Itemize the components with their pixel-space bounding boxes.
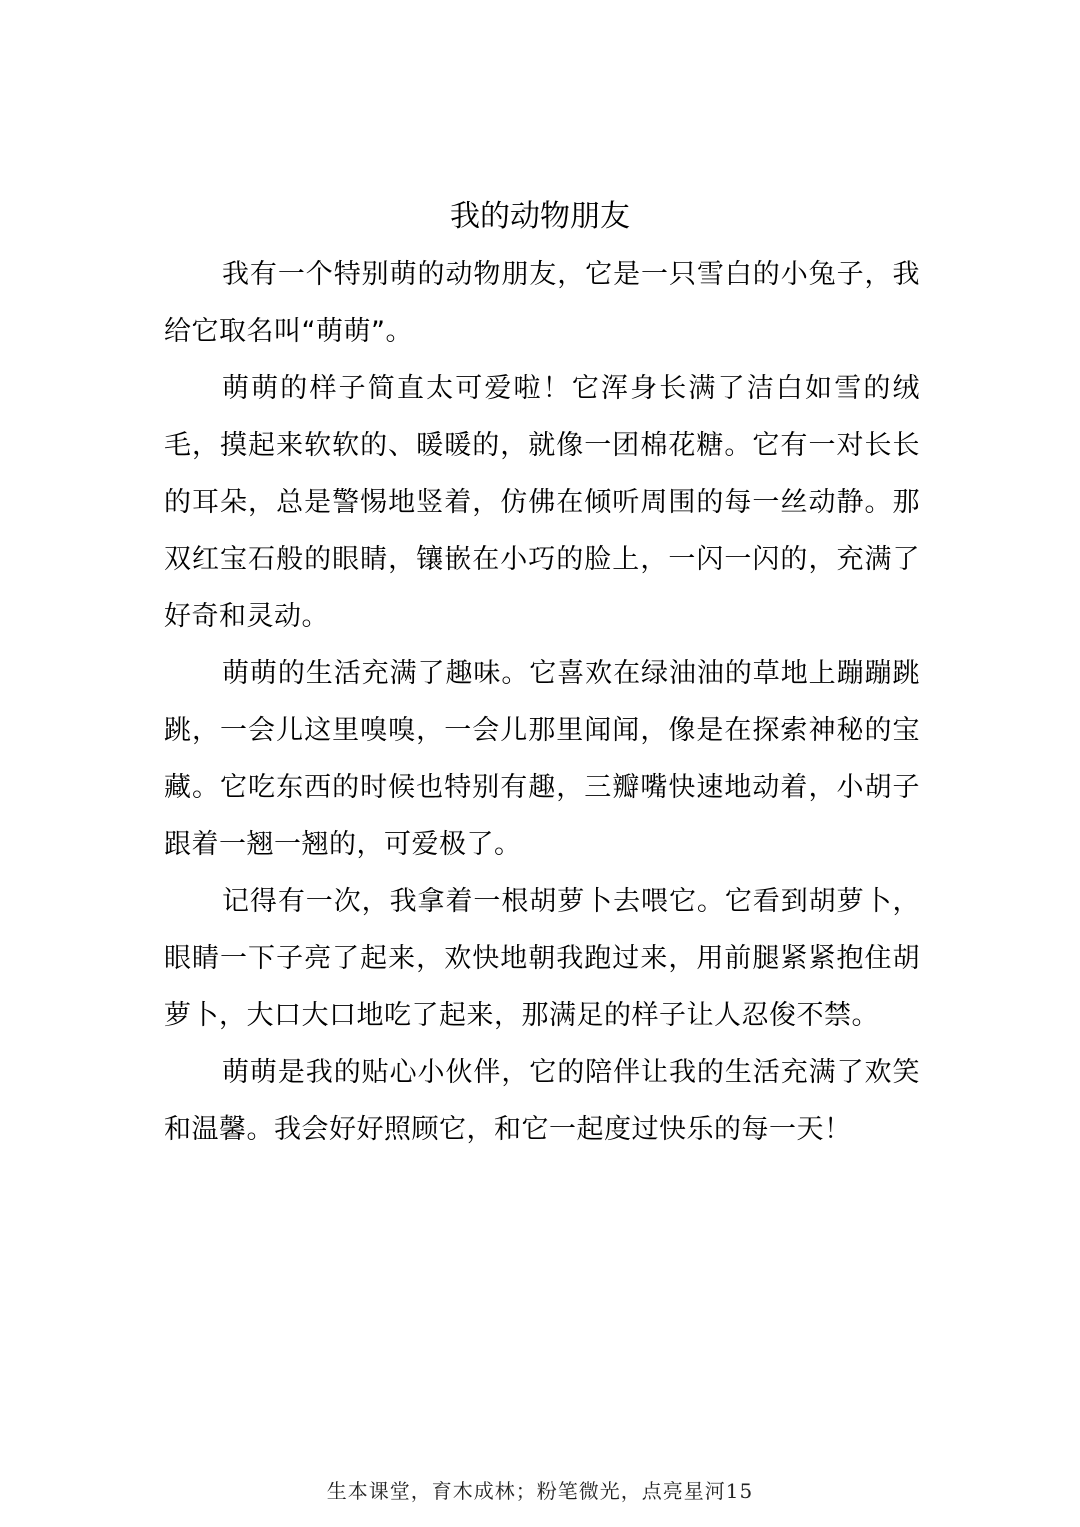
page-footer: 生本课堂，育木成林；粉笔微光，点亮星河15 (326, 1479, 754, 1503)
paragraph-1: 我有一个特别萌的动物朋友，它是一只雪白的小兔子，我给它取名叫“萌萌”。 (164, 259, 920, 347)
essay-body (164, 246, 920, 1158)
paragraph-3: 萌萌的生活充满了趣味。它喜欢在绿油油的草地上蹦蹦跳跳，一会儿这里嗅嗅，一会儿那里闻闻，像是在探索神秘的宝藏。它吃东西的时候也特别有趣，三瓣嘴快速地动着，小胡子跟着一翘一翘的，可爱极了。 (164, 658, 920, 860)
document-title: 我的动物朋友 (450, 199, 630, 234)
paragraph-4: 记得有一次，我拿着一根胡萝卜去喂它。它看到胡萝卜，眼睛一下子亮了起来，欢快地朝我跑过来，用前腿紧紧抱住胡萝卜，大口大口地吃了起来，那满足的样子让人忍俊不禁。 (164, 886, 920, 1031)
paragraph-2: 萌萌的样子简直太可爱啦！它浑身长满了洁白如雪的绒毛，摸起来软软的、暖暖的，就像一团棉花糖。它有一对长长的耳朵，总是警惕地竖着，仿佛在倾听周围的每一丝动静。那双红宝石般的眼睛，镶嵌在小巧的脸上，一闪一闪的，充满了好奇和灵动。 (164, 373, 920, 632)
paragraph-5: 萌萌是我的贴心小伙伴，它的陪伴让我的生活充满了欢笑和温馨。我会好好照顾它，和它一起度过快乐的每一天！ (164, 1057, 920, 1145)
